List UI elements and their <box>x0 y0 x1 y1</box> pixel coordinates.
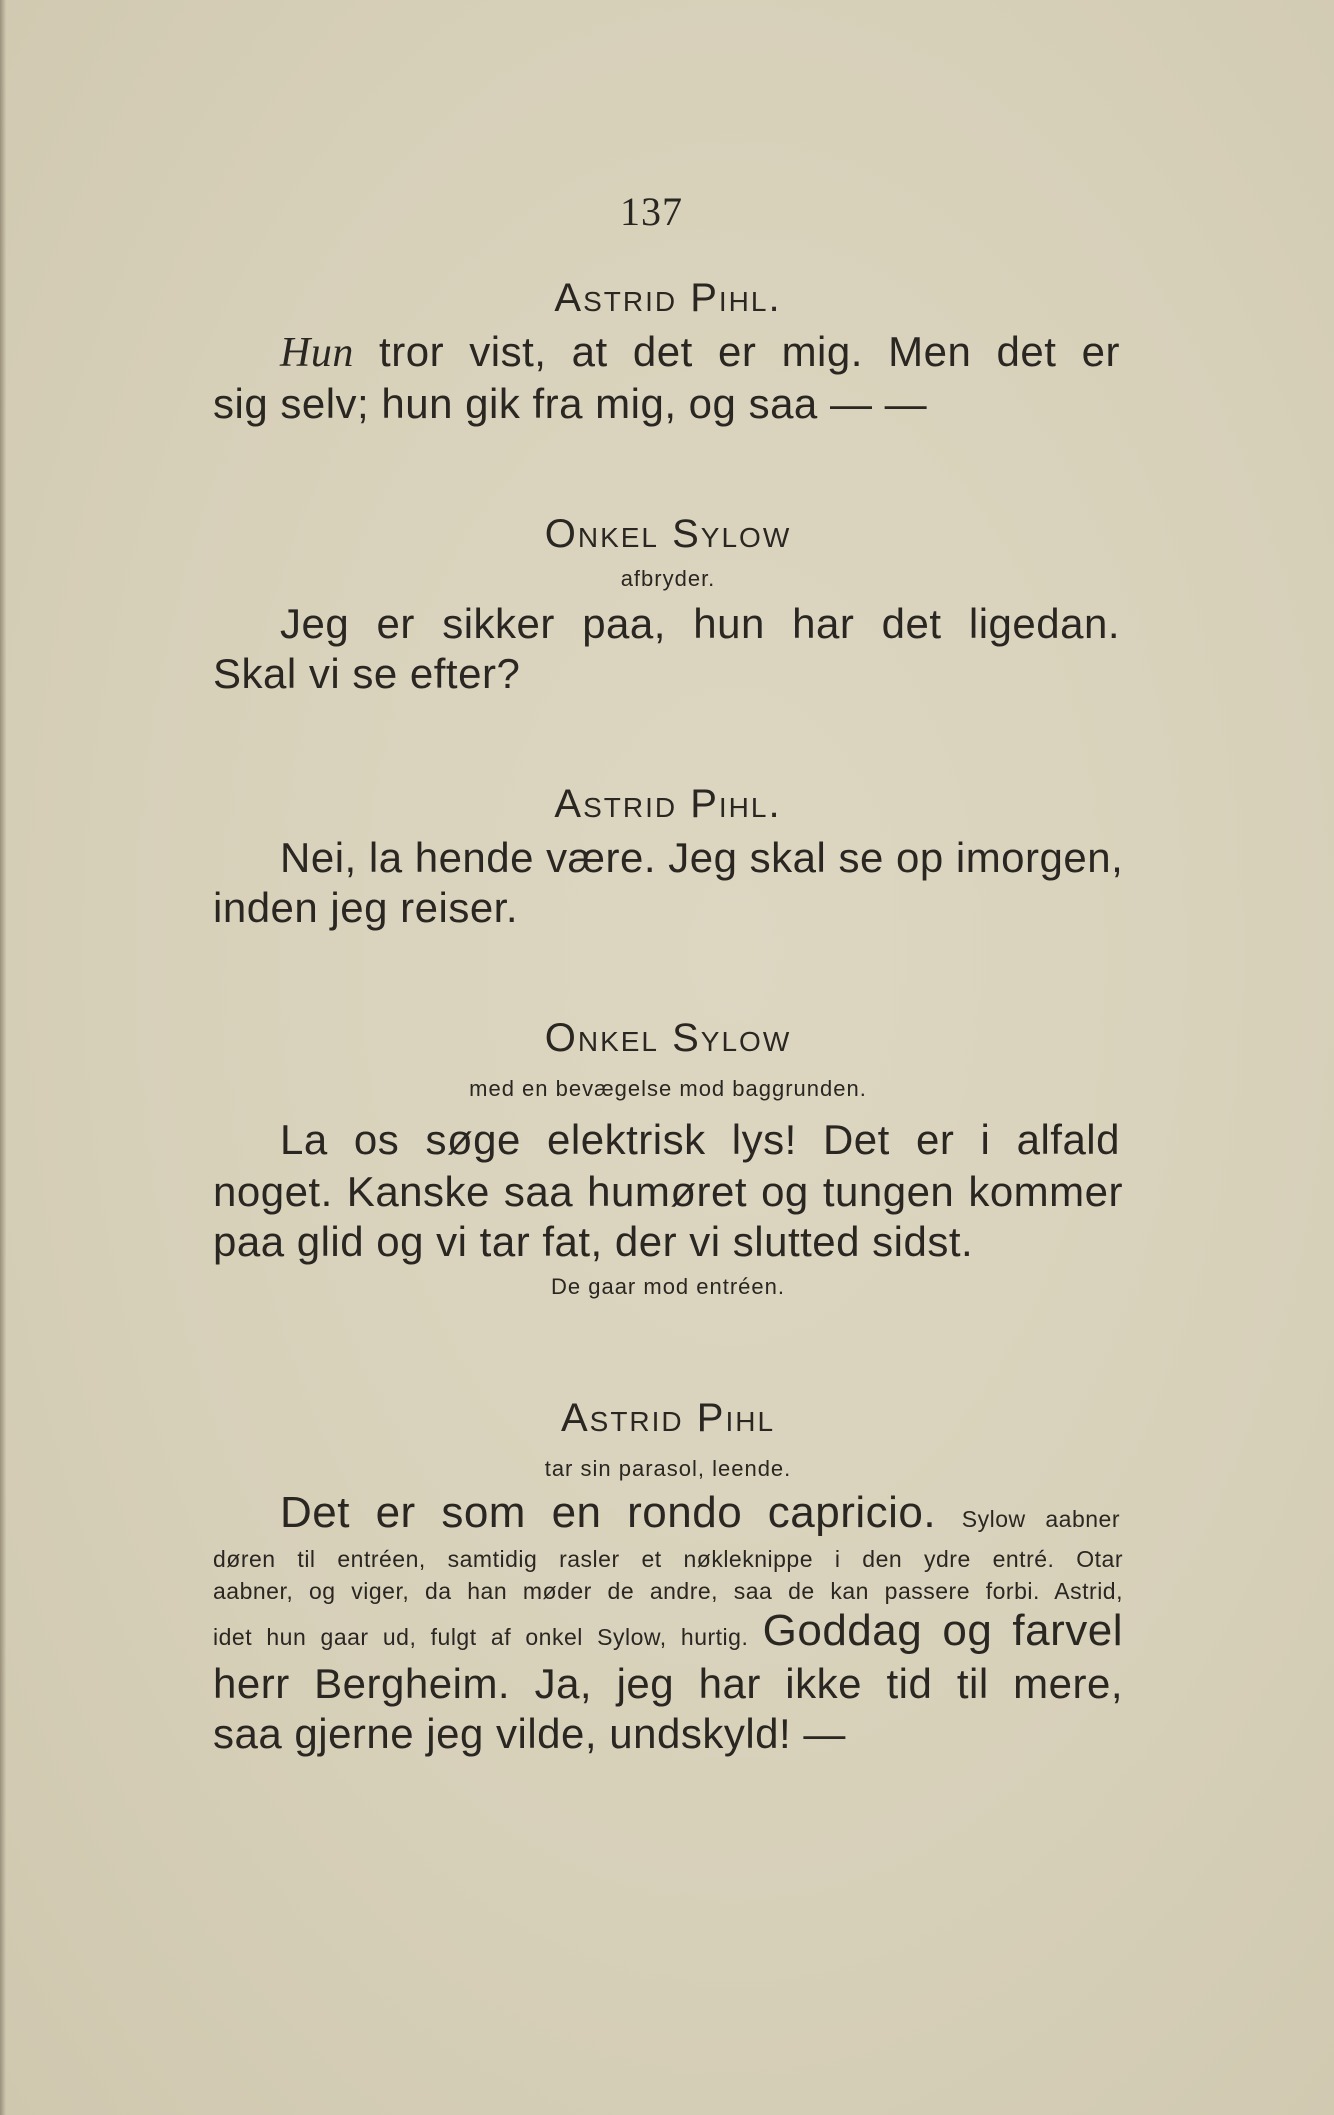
dialogue-line: noget. Kanske saa humøret og tungen kommer <box>213 1168 1123 1215</box>
speaker-astrid-2: Astrid Pihl. <box>554 782 782 826</box>
page-number: 137 <box>620 189 683 234</box>
stage-direction: De gaar mod entréen. <box>550 1274 786 1299</box>
dialogue-line: La os søge elektrisk lys! Det er i alfald <box>280 1116 1120 1163</box>
dialogue-line: paa glid og vi tar fat, der vi slutted sidst. <box>213 1218 974 1265</box>
dialogue-line: sig selv; hun gik fra mig, og saa — — <box>213 380 928 427</box>
dialogue-line: Jeg er sikker paa, hun har det ligedan. <box>280 600 1120 647</box>
stage-direction: afbryder. <box>620 566 716 591</box>
dialogue-line: Hun tror vist, at det er mig. Men det er <box>280 328 1120 376</box>
stage-direction: tar sin parasol, leende. <box>544 1456 792 1481</box>
speaker-astrid-3: Astrid Pihl <box>560 1396 776 1440</box>
dialogue-line: Det er som en rondo capricio. Sylow aabner <box>280 1488 1121 1537</box>
speaker-sylow-2: Onkel Sylow <box>544 1016 792 1060</box>
speaker-astrid-1: Astrid Pihl. <box>554 276 782 320</box>
speaker-sylow-1: Onkel Sylow <box>544 512 792 556</box>
emphasis-word: Hun <box>280 330 354 376</box>
stage-direction: med en bevægelse mod baggrunden. <box>469 1076 867 1101</box>
dialogue-line: Skal vi se efter? <box>213 650 521 697</box>
dialogue-line: Nei, la hende være. Jeg skal se op imorgen, <box>280 834 1124 881</box>
dialogue-line: herr Bergheim. Ja, jeg har ikke tid til mere, <box>213 1660 1123 1707</box>
stage-direction-line: døren til entréen, samtidig rasler et nøkleknippe i den ydre entré. Otar <box>213 1546 1123 1572</box>
stage-direction-line: aabner, og viger, da han møder de andre, saa de kan passere forbi. Astrid, <box>213 1578 1123 1604</box>
dialogue-line: idet hun gaar ud, fulgt af onkel Sylow, hurtig. Goddag og farvel <box>213 1606 1124 1655</box>
page-edge <box>0 0 6 2115</box>
dialogue-line: saa gjerne jeg vilde, undskyld! — <box>213 1710 846 1757</box>
dialogue-line: inden jeg reiser. <box>213 884 519 931</box>
